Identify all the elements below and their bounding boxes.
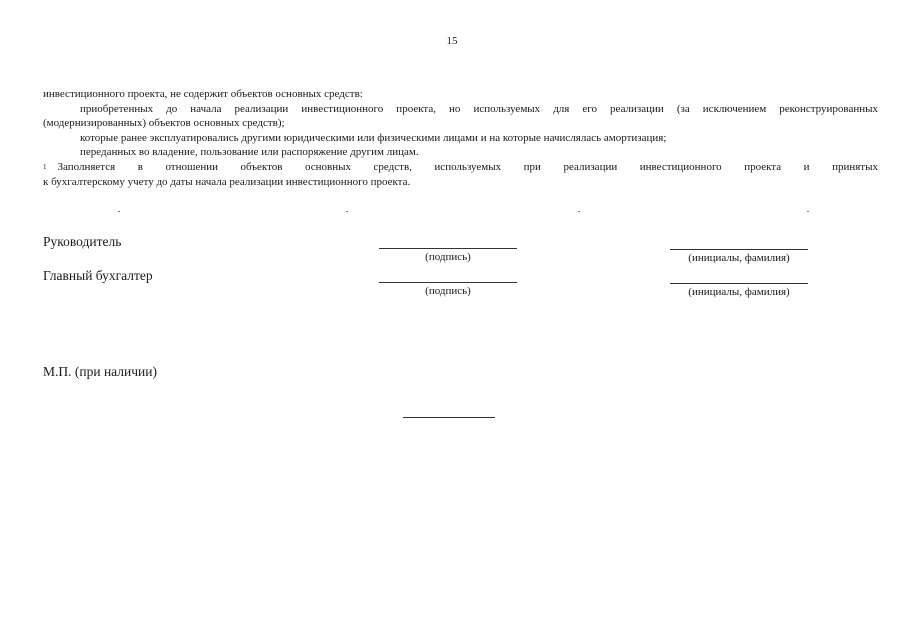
- list-item-acquired-cont: (модернизированных) объектов основных средств);: [43, 117, 285, 129]
- director-name-line: [670, 249, 808, 250]
- page-number: 15: [446, 35, 458, 47]
- body-text: [43, 87, 878, 160]
- seal-label: М.П. (при наличии): [43, 364, 157, 379]
- scan-speck: [346, 211, 348, 212]
- footnote-text: Заполняется в отношении объектов основных средств, используемых при реализации инвестиционного проекта и принятых: [57, 161, 878, 173]
- director-signature-caption: (подпись): [425, 251, 471, 263]
- list-item-previously-used: которые ранее эксплуатировались другими юридическими или физическими лицами и на которые начислялась амортизация;: [80, 131, 667, 144]
- accountant-signature-caption: (подпись): [425, 285, 471, 297]
- accountant-signature-line: [379, 282, 517, 283]
- footnote-line: [43, 160, 878, 175]
- director-label: Руководитель: [43, 234, 122, 249]
- director-signature-line: [379, 248, 517, 249]
- scan-speck: [807, 211, 809, 212]
- list-item-acquired: приобретенных до начала реализации инвестиционного проекта, но используемых для его реализации (за исключением реконструированных: [80, 102, 878, 115]
- footnote-marker: 1: [43, 163, 47, 171]
- accountant-label: Главный бухгалтер: [43, 268, 153, 283]
- accountant-name-caption: (инициалы, фамилия): [688, 286, 790, 298]
- paragraph-line: инвестиционного проекта, не содержит объектов основных средств:: [43, 88, 363, 100]
- accountant-name-line: [670, 283, 808, 284]
- scan-speck: [118, 211, 120, 212]
- end-rule: [403, 417, 495, 418]
- footnote: [43, 160, 878, 189]
- footnote-text-cont: к бухгалтерскому учету до даты начала реализации инвестиционного проекта.: [43, 175, 411, 188]
- list-item-transferred: переданных во владение, пользование или распоряжение другим лицам.: [80, 146, 419, 158]
- scan-speck: [578, 211, 580, 212]
- director-name-caption: (инициалы, фамилия): [688, 252, 790, 264]
